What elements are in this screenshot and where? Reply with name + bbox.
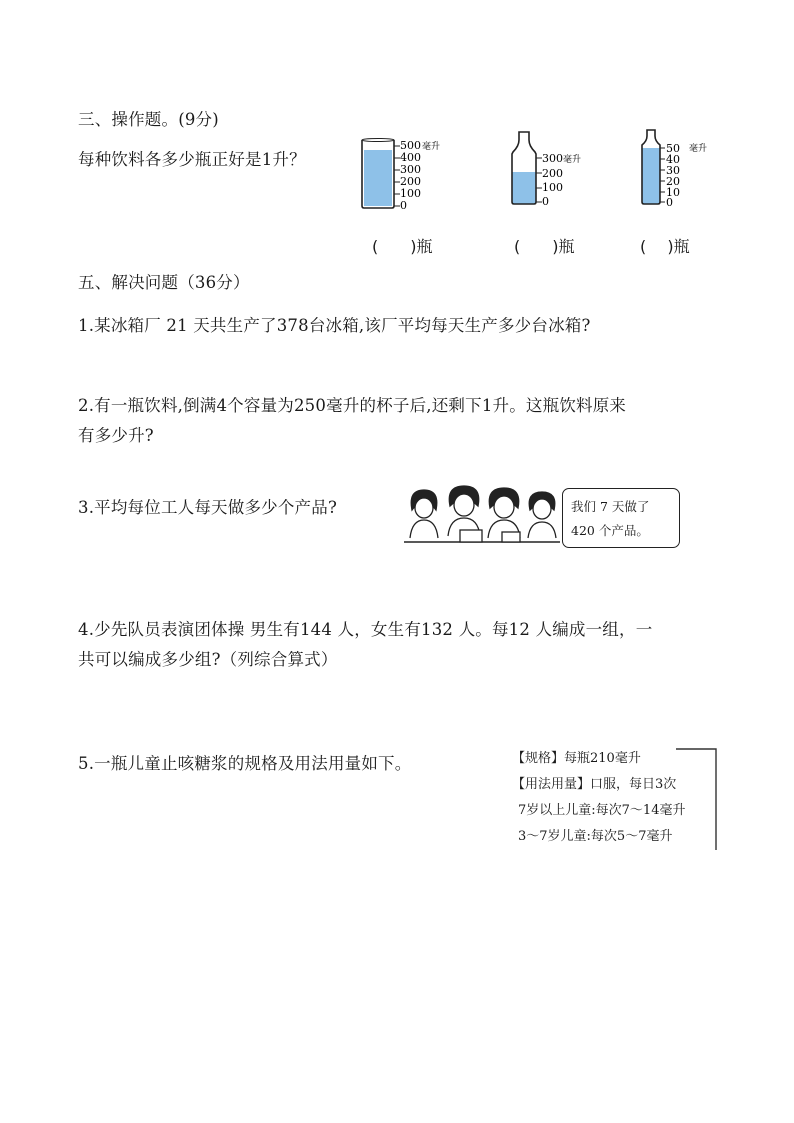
tick-label: 0 (542, 195, 549, 208)
label-usage: 【用法用量】口服，每日3次 (512, 777, 677, 792)
tick-label: 20 (666, 175, 680, 188)
question-1: 1.某冰箱厂 21 天共生产了378台冰箱,该厂平均每天生产多少台冰箱? (78, 316, 591, 335)
section3-question: 每种饮料各多少瓶正好是1升？ (78, 150, 306, 169)
bubble-line2: 420 个产品。 (571, 523, 649, 538)
question-2-line1: 2.有一瓶饮料,倒满4个容量为250毫升的杯子后,还剩下1升。这瓶饮料原来 (78, 396, 627, 415)
tick-label: 200 (400, 175, 421, 188)
tick-label: 300 (400, 163, 421, 176)
label-dose-3to7: 3～7岁儿童:每次5～7毫升 (518, 829, 673, 844)
syrup-label (508, 748, 718, 850)
tick-label: 500 (400, 139, 421, 152)
tick-label: 50 (666, 142, 680, 155)
thin-bottle-liquid (642, 148, 660, 204)
measuring-cylinder-500ml (356, 136, 456, 212)
tick-label: 30 (666, 164, 680, 177)
tick-label: 40 (666, 153, 680, 166)
section5-heading: 五、解决问题（36分） (78, 273, 250, 292)
question-2-line2: 有多少升? (78, 426, 154, 445)
answer-blank-thin-bottle[interactable]: ( )瓶 (640, 237, 690, 256)
speech-bubble (562, 488, 680, 548)
unit-label: 毫升 (563, 155, 582, 165)
tick-label: 0 (666, 196, 673, 209)
question-4-line2: 共可以编成多少组?（列综合算式） (78, 650, 338, 669)
unit-label: 毫升 (422, 142, 441, 152)
tick-label: 100 (542, 181, 563, 194)
bubble-line1: 我们 7 天做了 (571, 499, 650, 514)
section3-heading: 三、操作题。(9分) (78, 110, 219, 129)
tick-label: 300 (542, 152, 563, 165)
thin-bottle-50ml (634, 128, 724, 210)
workers-illustration (402, 484, 562, 548)
answer-blank-bottle[interactable]: ( )瓶 (514, 237, 575, 256)
bottle-liquid (512, 172, 536, 204)
unit-label: 毫升 (689, 144, 708, 154)
tick-label: 400 (400, 151, 421, 164)
question-4-line1: 4.少先队员表演团体操 男生有144 人，女生有132 人。每12 人编成一组，一 (78, 620, 653, 639)
cylinder-liquid (364, 150, 392, 206)
question-3: 3.平均每位工人每天做多少个产品? (78, 498, 337, 517)
label-dose-over7: 7岁以上儿童:每次7～14毫升 (518, 803, 686, 818)
label-spec: 【规格】每瓶210毫升 (512, 751, 641, 766)
bottle-300ml (502, 130, 602, 210)
tick-label: 10 (666, 186, 680, 199)
question-5: 5.一瓶儿童止咳糖浆的规格及用法用量如下。 (78, 754, 412, 773)
tick-label: 0 (400, 199, 407, 212)
answer-blank-cylinder[interactable]: ( )瓶 (372, 237, 433, 256)
tick-label: 100 (400, 187, 421, 200)
tick-label: 200 (542, 167, 563, 180)
